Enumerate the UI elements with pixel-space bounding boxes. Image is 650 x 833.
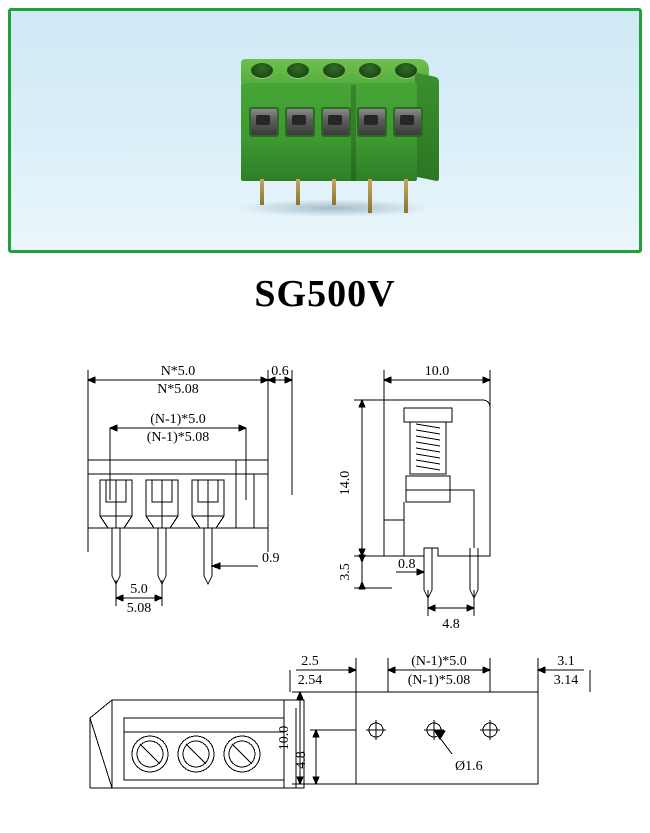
dim-pcb-inner-b: (N-1)*5.08 bbox=[407, 673, 471, 688]
dim-pcb-inner-a: (N-1)*5.0 bbox=[411, 654, 467, 669]
product-photo-panel bbox=[8, 8, 642, 253]
dim-pcb-edge-right-a: 3.1 bbox=[557, 654, 575, 669]
screw-hole-icon bbox=[251, 63, 273, 78]
product-photo bbox=[11, 11, 639, 250]
dim-pcb-edge-left-a: 2.5 bbox=[301, 654, 319, 669]
wire-slot bbox=[249, 107, 279, 137]
dim-front-edge-gap: 0.6 bbox=[271, 364, 289, 379]
dim-side-height: 14.0 bbox=[338, 470, 353, 496]
front-view-group bbox=[88, 370, 292, 606]
dim-pcb-hole-diameter: Ø1.6 bbox=[455, 759, 483, 774]
solder-pin bbox=[296, 179, 300, 205]
solder-pin bbox=[368, 179, 372, 213]
solder-pin bbox=[332, 179, 336, 205]
dim-pcb-hole-offset: 4.8 bbox=[294, 751, 309, 769]
solder-pin bbox=[404, 179, 408, 213]
dim-front-overall-b: N*5.08 bbox=[157, 382, 199, 397]
model-title: SG500V bbox=[254, 273, 396, 315]
screw-hole-icon bbox=[287, 63, 309, 78]
wire-slot bbox=[285, 107, 315, 137]
wire-slot bbox=[321, 107, 351, 137]
dim-front-pin-width: 0.9 bbox=[262, 551, 280, 566]
dim-side-pin-spacing: 4.8 bbox=[442, 617, 460, 632]
dim-side-standoff: 3.5 bbox=[338, 563, 353, 581]
dim-front-inner-b: (N-1)*5.08 bbox=[146, 430, 210, 445]
dim-front-overall-a: N*5.0 bbox=[160, 364, 196, 379]
technical-drawings bbox=[0, 340, 650, 833]
iso-view-group bbox=[90, 700, 304, 788]
dim-pcb-board-height: 10.0 bbox=[277, 725, 292, 751]
housing-ridge bbox=[351, 85, 356, 181]
dim-side-depth: 10.0 bbox=[424, 364, 450, 379]
dim-front-pitch-a: 5.0 bbox=[130, 582, 148, 597]
wire-slot bbox=[357, 107, 387, 137]
solder-pin bbox=[260, 179, 264, 205]
dim-pcb-edge-right-b: 3.14 bbox=[553, 673, 579, 688]
terminal-block-render bbox=[233, 59, 433, 209]
drawing-canvas bbox=[0, 340, 650, 833]
screw-hole-icon bbox=[323, 63, 345, 78]
wire-slot bbox=[393, 107, 423, 137]
dim-front-inner-a: (N-1)*5.0 bbox=[150, 412, 206, 427]
dim-pcb-edge-left-b: 2.54 bbox=[297, 673, 323, 688]
dim-side-pin-thickness: 0.8 bbox=[398, 557, 416, 572]
side-view-group bbox=[354, 370, 490, 616]
screw-hole-icon bbox=[359, 63, 381, 78]
dim-front-pitch-b: 5.08 bbox=[126, 601, 152, 616]
screw-hole-icon bbox=[395, 63, 417, 78]
